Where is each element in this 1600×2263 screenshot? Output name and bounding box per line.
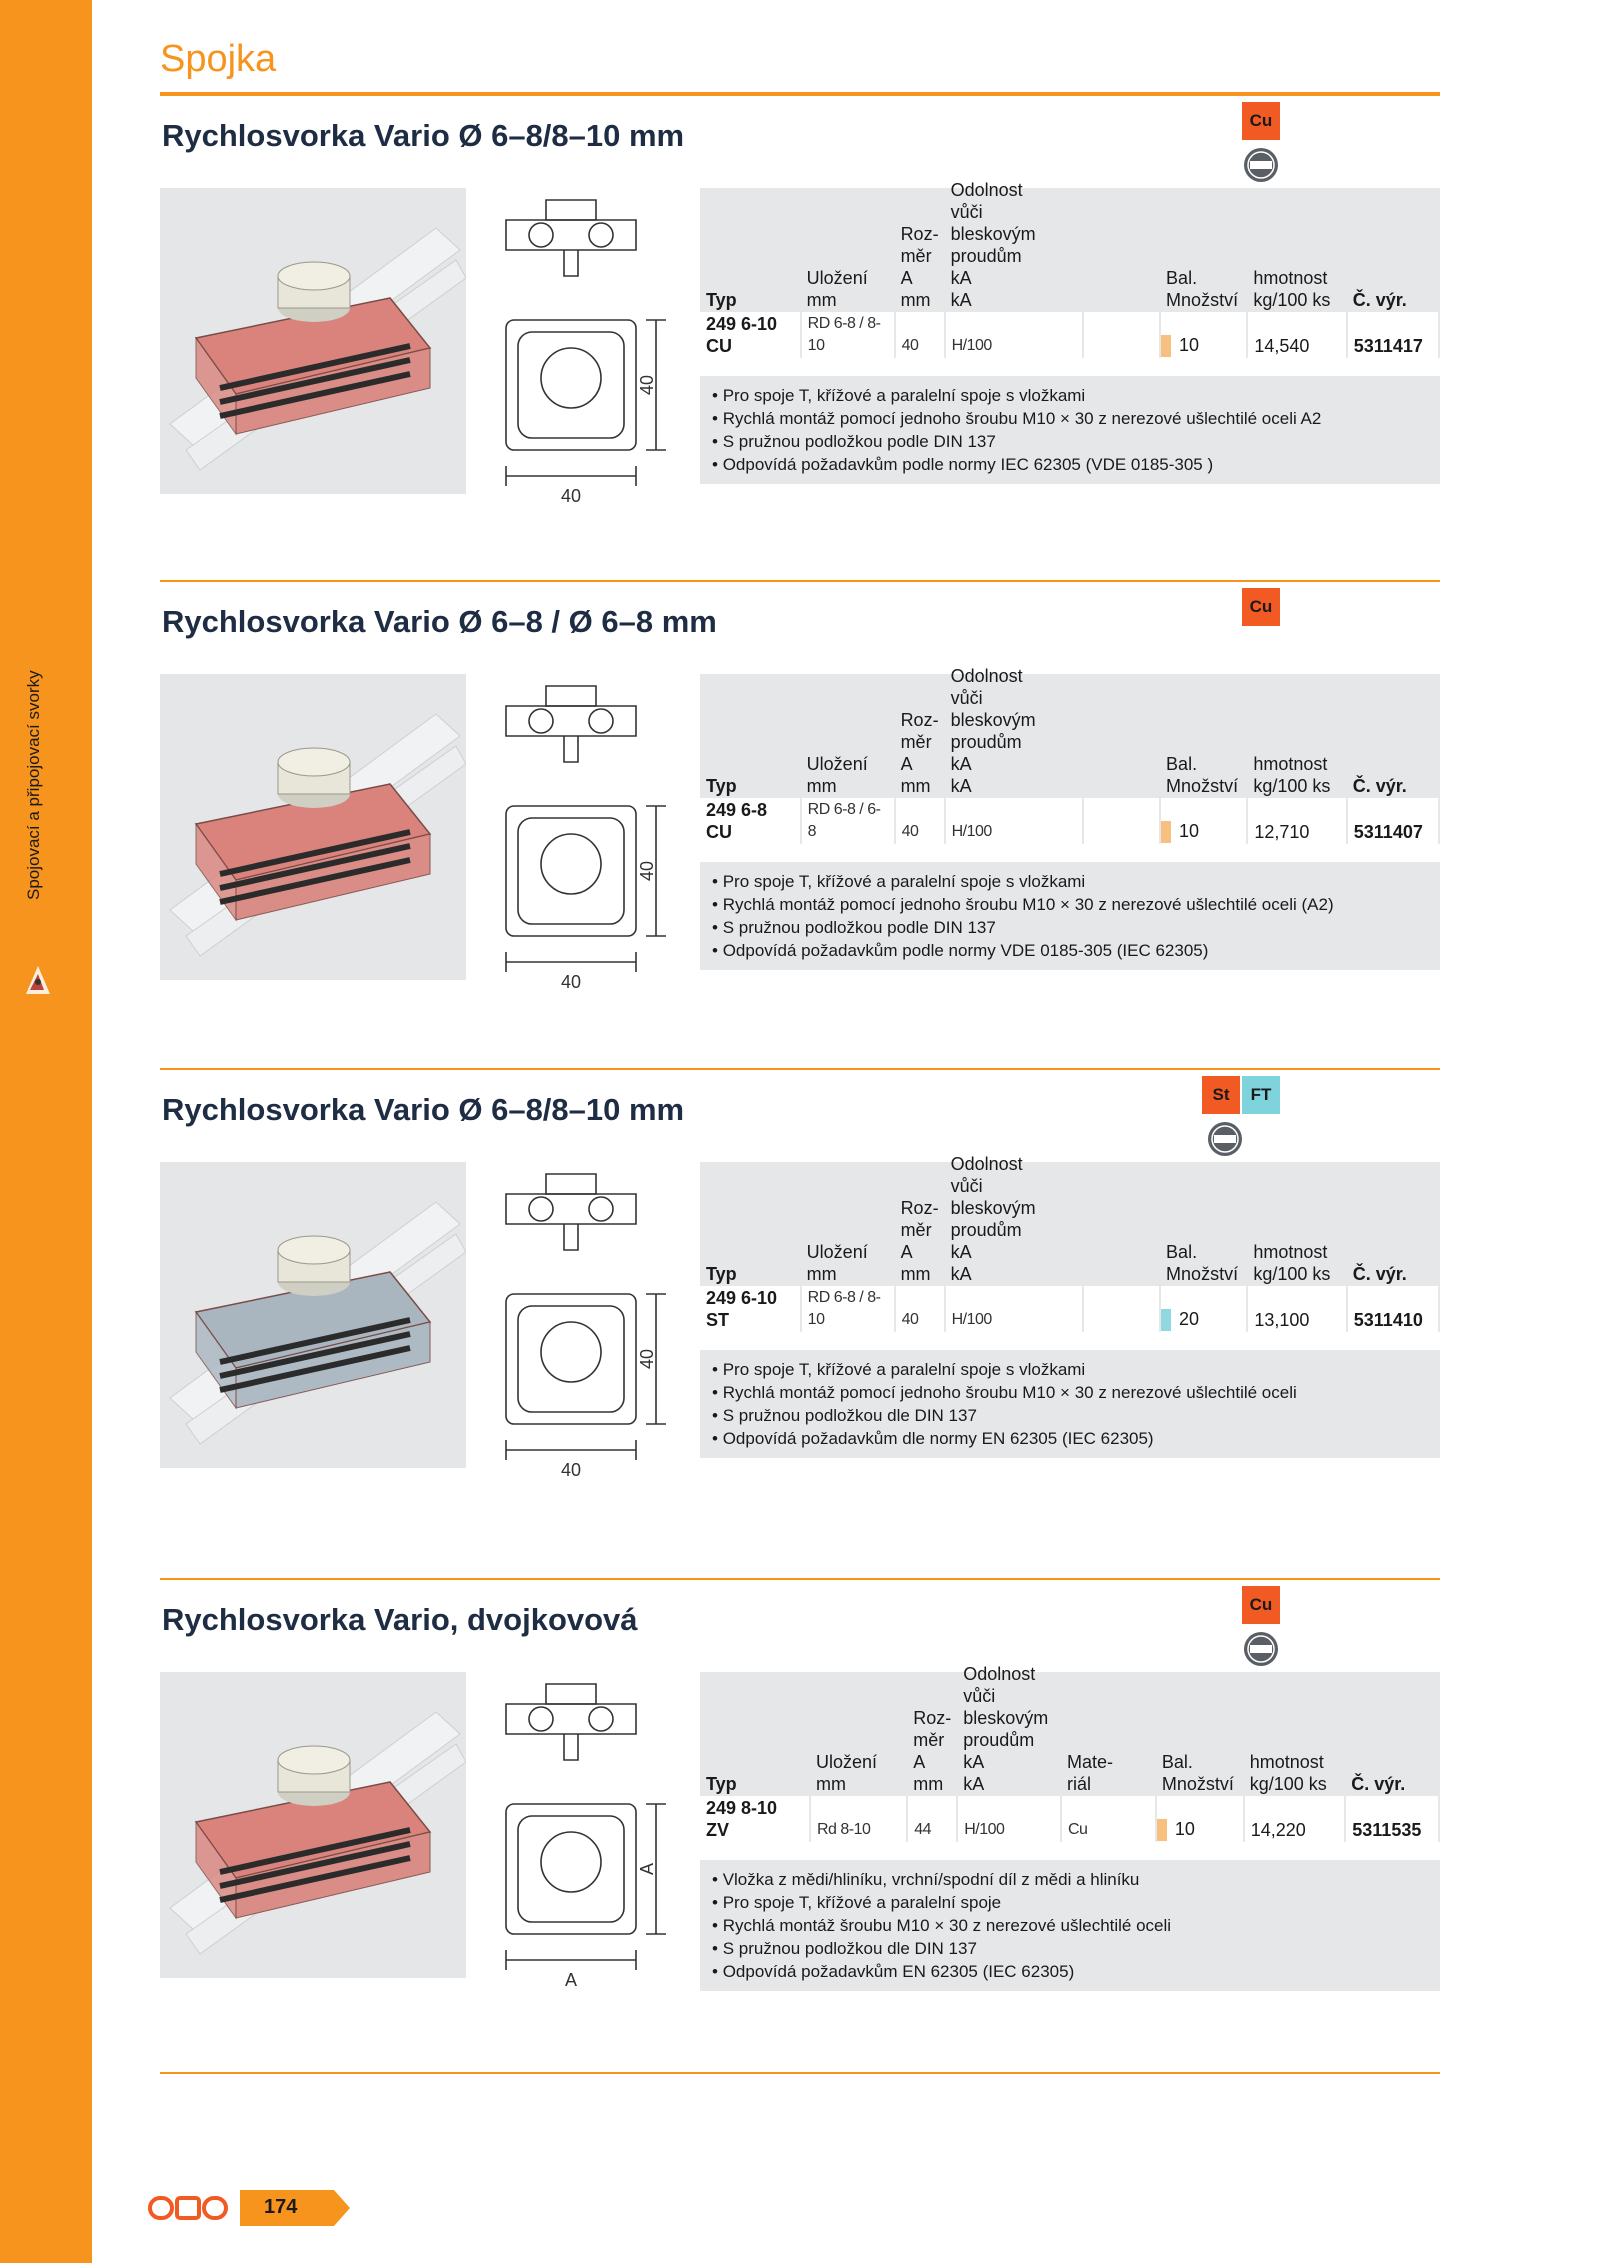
table-row — [700, 1286, 1439, 1332]
odolnost-header-line: Odolnost — [950, 1154, 1023, 1174]
packaging-quantity: 10 — [1174, 1818, 1195, 1839]
feature-item: • Rychlá montáž pomocí jednoho šroubu M10 × 30 z nerezové ušlechtilé oceli (A2) — [712, 893, 1428, 916]
lightning-resistance-value: H/100 — [945, 1286, 1083, 1332]
material-badge: St — [1202, 1076, 1240, 1114]
odolnost-header-line: vůči — [950, 688, 983, 708]
weight-value: 13,100 — [1247, 1286, 1346, 1332]
rozmer-header-line: mm — [900, 1264, 931, 1284]
feature-item: • Odpovídá požadavkům EN 62305 (IEC 62305) — [712, 1960, 1428, 1983]
ulozeni-header-line: Uložení — [806, 1242, 868, 1262]
material-header-line: riál — [1067, 1774, 1092, 1794]
feature-list — [700, 862, 1440, 970]
hmotnost-header-line: kg/100 ks — [1253, 290, 1331, 310]
mounting-value: RD 6-8 / 6-8 — [801, 798, 895, 844]
hmotnost-header-line: hmotnost — [1253, 268, 1328, 288]
product-type: 249 6-10 ST — [700, 1286, 801, 1332]
weight-value: 14,220 — [1244, 1796, 1346, 1842]
odolnost-header-line: proudům — [950, 1220, 1022, 1240]
section-title: Rychlosvorka Vario Ø 6–8/8–10 mm — [162, 118, 685, 153]
rozmer-header-line: Roz- — [900, 710, 939, 730]
dimension-value: 40 — [895, 312, 945, 358]
drawing-dim-width: 40 — [560, 486, 582, 506]
bal-header-line: Bal. — [1166, 1242, 1198, 1262]
cvyr-header: Č. výr. — [1352, 1264, 1407, 1284]
section-title: Rychlosvorka Vario Ø 6–8 / Ø 6–8 mm — [162, 604, 717, 639]
rozmer-header-line: A — [900, 754, 913, 774]
rozmer-header-line: A — [900, 1242, 913, 1262]
rozmer-header-line: měr — [900, 246, 932, 266]
hmotnost-header-line: kg/100 ks — [1249, 1774, 1327, 1794]
material-value: Cu — [1061, 1796, 1156, 1842]
feature-item: • Pro spoje T, křížové a paralelní spoje s vložkami — [712, 870, 1428, 893]
feature-item: • Vložka z mědi/hliníku, vrchní/spodní díl z mědi a hliníku — [712, 1868, 1428, 1891]
ulozeni-header-line: mm — [806, 290, 837, 310]
odolnost-header-line: kA — [963, 1752, 985, 1772]
cvyr-header: Č. výr. — [1352, 290, 1407, 310]
spec-table-panel — [700, 1154, 1440, 1332]
bal-header-line: Bal. — [1166, 268, 1198, 288]
article-number: 5311407 — [1347, 798, 1439, 844]
footer-rule — [160, 2072, 1440, 2074]
hmotnost-header-line: hmotnost — [1253, 1242, 1328, 1262]
feature-list — [700, 1860, 1440, 1991]
product-photo — [160, 1672, 466, 1978]
packaging-marker — [1157, 1819, 1167, 1841]
odolnost-header-line: kA — [950, 754, 972, 774]
product-section — [160, 1068, 1440, 1548]
feature-list — [700, 376, 1440, 484]
material-badge: Cu — [1242, 1586, 1280, 1624]
bal-header-line: Bal. — [1161, 1752, 1193, 1772]
bal-header-line: Množství — [1161, 1774, 1234, 1794]
section-title: Rychlosvorka Vario Ø 6–8/8–10 mm — [162, 1092, 685, 1127]
odolnost-header-line: Odolnost — [963, 1664, 1036, 1684]
product-photo — [160, 674, 466, 980]
packaging-quantity: 10 — [1179, 334, 1200, 355]
product-section — [160, 580, 1440, 1060]
feature-item: • S pružnou podložkou dle DIN 137 — [712, 1404, 1428, 1427]
spec-table-panel — [700, 666, 1440, 844]
feature-item: • Odpovídá požadavkům dle normy EN 62305 (IEC 62305) — [712, 1427, 1428, 1450]
odolnost-header-line: proudům — [963, 1730, 1035, 1750]
dimension-value: 44 — [907, 1796, 957, 1842]
product-section — [160, 1578, 1440, 2058]
material-value — [1083, 798, 1161, 844]
odolnost-header-line: kA — [950, 268, 972, 288]
hmotnost-header-line: kg/100 ks — [1253, 1264, 1331, 1284]
spec-table-panel — [700, 1664, 1440, 1842]
product-type: 249 6-10 CU — [700, 312, 801, 358]
mounting-value: Rd 8-10 — [810, 1796, 907, 1842]
drawing-dim-height: 40 — [637, 860, 657, 882]
product-section — [160, 94, 1440, 574]
page-number: 174 — [264, 2196, 298, 2218]
table-row — [700, 798, 1439, 844]
ulozeni-header-line: mm — [815, 1774, 846, 1794]
dimension-value: 40 — [895, 798, 945, 844]
packaging-marker — [1161, 335, 1171, 357]
rozmer-header-line: Roz- — [900, 224, 939, 244]
rozmer-header-line: Roz- — [913, 1708, 952, 1728]
drawing-dim-height: 40 — [637, 374, 657, 396]
feature-item: • S pružnou podložkou podle DIN 137 — [712, 430, 1428, 453]
bal-header-line: Bal. — [1166, 754, 1198, 774]
rozmer-header-line: Roz- — [900, 1198, 939, 1218]
spec-table-panel — [700, 180, 1440, 358]
material-badge: Cu — [1242, 588, 1280, 626]
category-icon — [20, 960, 56, 1000]
odolnost-header-line: kA — [950, 1242, 972, 1262]
product-photo — [160, 188, 466, 494]
ulozeni-header-line: Uložení — [815, 1752, 877, 1772]
lightning-resistance-value: H/100 — [945, 312, 1083, 358]
material-header-line: Mate- — [1067, 1752, 1114, 1772]
typ-header: Typ — [706, 776, 737, 796]
lightning-resistance-value: H/100 — [945, 798, 1083, 844]
feature-item: • Pro spoje T, křížové a paralelní spoje s vložkami — [712, 1358, 1428, 1381]
page-title: Spojka — [160, 38, 277, 80]
odolnost-header-line: vůči — [963, 1686, 996, 1706]
bal-header-line: Množství — [1166, 290, 1239, 310]
odolnost-header-line: bleskovým — [950, 710, 1036, 730]
rozmer-header-line: A — [913, 1752, 926, 1772]
cvyr-header: Č. výr. — [1352, 776, 1407, 796]
spec-table — [700, 178, 1440, 358]
spec-table — [700, 1152, 1440, 1332]
weight-value: 14,540 — [1247, 312, 1346, 358]
odolnost-header-line: Odolnost — [950, 180, 1023, 200]
packaging-marker — [1161, 821, 1171, 843]
odolnost-header-line: proudům — [950, 246, 1022, 266]
typ-header: Typ — [706, 1264, 737, 1284]
hmotnost-header-line: kg/100 ks — [1253, 776, 1331, 796]
rozmer-header-line: mm — [913, 1774, 944, 1794]
bal-header-line: Množství — [1166, 776, 1239, 796]
packaging-marker — [1161, 1309, 1171, 1331]
product-type: 249 8-10 ZV — [700, 1796, 810, 1842]
feature-item: • Pro spoje T, křížové a paralelní spoje s vložkami — [712, 384, 1428, 407]
material-value — [1083, 1286, 1161, 1332]
product-photo — [160, 1162, 466, 1468]
packaging-quantity: 10 — [1179, 820, 1200, 841]
section-rule — [160, 94, 1440, 96]
rozmer-header-line: měr — [900, 732, 932, 752]
mounting-value: RD 6-8 / 8-10 — [801, 312, 895, 358]
feature-item: • S pružnou podložkou podle DIN 137 — [712, 916, 1428, 939]
drawing-dim-height: A — [637, 1862, 657, 1876]
rozmer-header-line: A — [900, 268, 913, 288]
odolnost-header-line: vůči — [950, 1176, 983, 1196]
odolnost-header-line: Odolnost — [950, 666, 1023, 686]
technical-drawing — [486, 1664, 666, 1994]
hmotnost-header-line: hmotnost — [1253, 754, 1328, 774]
section-rule — [160, 580, 1440, 582]
obo-logo — [148, 2194, 228, 2222]
odolnost-header-line: kA — [963, 1774, 985, 1794]
feature-list — [700, 1350, 1440, 1458]
spec-table — [700, 1662, 1440, 1842]
section-rule — [160, 1068, 1440, 1070]
odolnost-header-line: kA — [950, 776, 972, 796]
section-rule — [160, 1578, 1440, 1580]
ulozeni-header-line: Uložení — [806, 268, 868, 288]
drawing-dim-width: 40 — [560, 972, 582, 992]
feature-item: • Odpovídá požadavkům podle normy IEC 62305 (VDE 0185-305 ) — [712, 453, 1428, 476]
table-row — [700, 312, 1439, 358]
material-badge: Cu — [1242, 102, 1280, 140]
article-number: 5311410 — [1347, 1286, 1439, 1332]
odolnost-header-line: kA — [950, 1264, 972, 1284]
rozmer-header-line: měr — [913, 1730, 945, 1750]
mounting-value: RD 6-8 / 8-10 — [801, 1286, 895, 1332]
product-type: 249 6-8 CU — [700, 798, 801, 844]
material-badge: FT — [1242, 1076, 1280, 1114]
feature-item: • Rychlá montáž šroubu M10 × 30 z nerezové ušlechtilé oceli — [712, 1914, 1428, 1937]
odolnost-header-line: proudům — [950, 732, 1022, 752]
article-number: 5311417 — [1347, 312, 1439, 358]
drawing-dim-height: 40 — [637, 1348, 657, 1370]
odolnost-header-line: bleskovým — [963, 1708, 1049, 1728]
dimension-value: 40 — [895, 1286, 945, 1332]
ulozeni-header-line: mm — [806, 1264, 837, 1284]
rozmer-header-line: měr — [900, 1220, 932, 1240]
feature-item: • Rychlá montáž pomocí jednoho šroubu M10 × 30 z nerezové ušlechtilé oceli A2 — [712, 407, 1428, 430]
ulozeni-header-line: mm — [806, 776, 837, 796]
odolnost-header-line: bleskovým — [950, 1198, 1036, 1218]
table-row — [700, 1796, 1439, 1842]
spec-table — [700, 664, 1440, 844]
rozmer-header-line: mm — [900, 290, 931, 310]
technical-drawing — [486, 1154, 666, 1484]
feature-item: • Rychlá montáž pomocí jednoho šroubu M10 × 30 z nerezové ušlechtilé oceli — [712, 1381, 1428, 1404]
odolnost-header-line: bleskovým — [950, 224, 1036, 244]
article-number: 5311535 — [1345, 1796, 1439, 1842]
feature-item: • Odpovídá požadavkům podle normy VDE 0185-305 (IEC 62305) — [712, 939, 1428, 962]
feature-item: • Pro spoje T, křížové a paralelní spoje — [712, 1891, 1428, 1914]
odolnost-header-line: vůči — [950, 202, 983, 222]
drawing-dim-width: A — [564, 1970, 578, 1990]
cvyr-header: Č. výr. — [1351, 1774, 1406, 1794]
typ-header: Typ — [706, 1774, 737, 1794]
feature-item: • S pružnou podložkou dle DIN 137 — [712, 1937, 1428, 1960]
technical-drawing — [486, 666, 666, 996]
drawing-dim-width: 40 — [560, 1460, 582, 1480]
packaging-quantity: 20 — [1179, 1308, 1200, 1329]
hmotnost-header-line: hmotnost — [1249, 1752, 1324, 1772]
typ-header: Typ — [706, 290, 737, 310]
left-sidebar-bar — [0, 0, 92, 2263]
rozmer-header-line: mm — [900, 776, 931, 796]
side-category-label: Spojovací a připojovací svorky — [24, 670, 43, 900]
technical-drawing — [486, 180, 666, 510]
ulozeni-header-line: Uložení — [806, 754, 868, 774]
material-value — [1083, 312, 1161, 358]
odolnost-header-line: kA — [950, 290, 972, 310]
lightning-resistance-value: H/100 — [957, 1796, 1061, 1842]
bal-header-line: Množství — [1166, 1264, 1239, 1284]
weight-value: 12,710 — [1247, 798, 1346, 844]
section-title: Rychlosvorka Vario, dvojkovová — [162, 1602, 638, 1637]
